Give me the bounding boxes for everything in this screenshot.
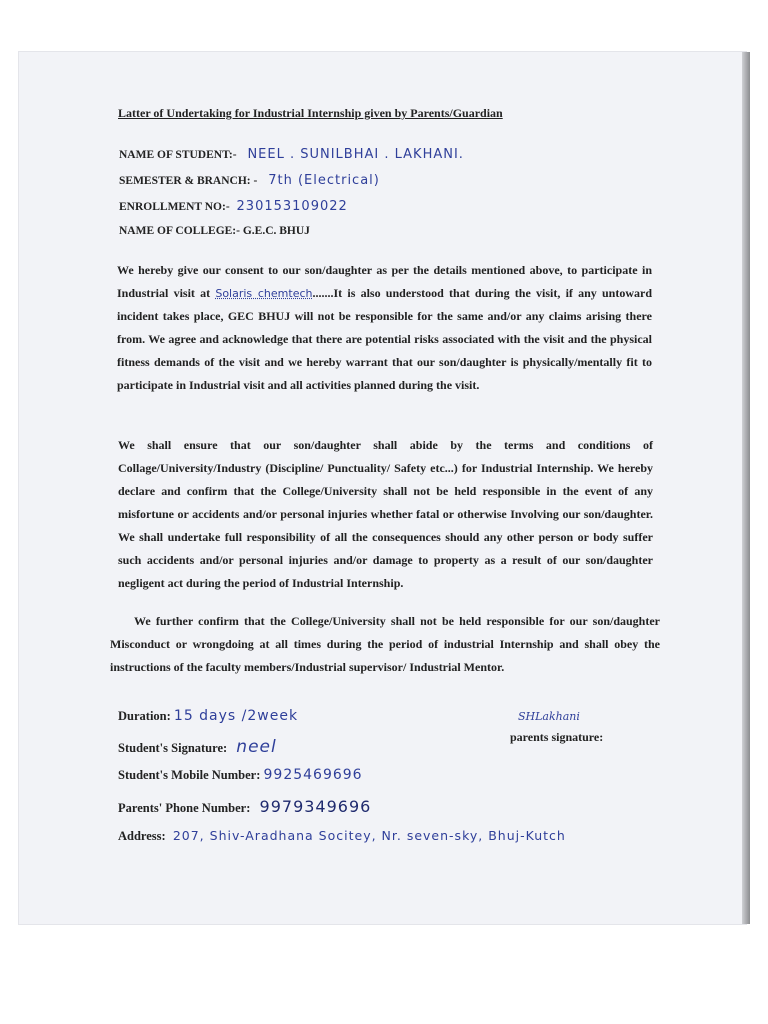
duration-field <box>118 708 298 724</box>
document-title: Latter of Undertaking for Industrial Internship given by Parents/Guardian <box>118 106 503 120</box>
college-field <box>119 225 310 237</box>
student-mobile-label: Student's Mobile Number: <box>118 768 261 782</box>
college-label: NAME OF COLLEGE:- G.E.C. BHUJ <box>119 225 310 237</box>
semester-branch-field <box>119 173 380 188</box>
parents-phone-label: Parents' Phone Number: <box>118 801 251 815</box>
consent-paragraph <box>117 259 652 397</box>
consent-text-after: .......It is also understood that during the visit, if any untoward incident takes place, GEC BHUJ will not be responsible for the same and/or any claims arising there from. We agree and acknowledge that there are potential risks associated with the visit and the physical fitness demands of the visit and we hereby warrant that our son/daughter is physically/mentally fit to participate in Industrial visit and all activities planned during the visit. <box>117 286 653 392</box>
enrollment-value: 230153109022 <box>236 199 348 214</box>
company-name: Solaris chemtech <box>215 287 313 300</box>
address-field <box>118 828 566 844</box>
duration-value: 15 days /2week <box>173 708 299 724</box>
semester-branch-label: SEMESTER & BRANCH: - <box>119 175 258 187</box>
student-signature-label: Student's Signature: <box>118 741 228 755</box>
parents-phone-field <box>118 797 371 816</box>
parents-phone-value: 9979349696 <box>259 797 372 816</box>
confirmation-paragraph: We further confirm that the College/University shall not be held responsible for our son/daughter Misconduct or wrongdoing at all times during the period of industrial Internship and shall obey the instructions of the faculty members/Industrial supervisor/ Industrial Mentor. <box>110 614 660 674</box>
address-value: 207, Shiv-Aradhana Socitey, Nr. seven-sky, Bhuj-Kutch <box>172 828 566 843</box>
student-signature-value: neel <box>236 737 277 757</box>
enrollment-label: ENROLLMENT NO:- <box>119 201 230 213</box>
consent-text-before: We hereby give our consent to our son/daughter as per the details mentioned above, to participate in Industrial visit at <box>117 263 652 300</box>
student-name-value: NEEL . SUNILBHAI . LAKHANI. <box>247 147 464 162</box>
student-signature-field <box>118 737 277 757</box>
student-mobile-field <box>118 767 363 783</box>
terms-paragraph: We shall ensure that our son/daughter shall abide by the terms and conditions of Collage/University/Industry (Discipline/ Punctuality/ Safety etc...) for Industrial Internship. We hereby declare and confirm that the College/University shall not be held responsible in the event of any misfortune or accidents and/or personal injuries whether fatal or otherwise Involving our son/daughter. We shall undertake full responsibility of all the consequences should any other person or body suffer such accidents and/or personal injuries and/or damage to property as a result of our son/daughter negligent act during the period of Industrial Internship. <box>118 438 653 590</box>
student-name-field <box>119 147 464 162</box>
parents-signature-value: SHLakhani <box>518 710 580 723</box>
parents-signature-label: parents signature: <box>510 730 604 744</box>
page-edge-shadow <box>742 52 750 924</box>
duration-label: Duration: <box>118 709 171 723</box>
student-name-label: NAME OF STUDENT:- <box>119 149 237 161</box>
address-label: Address: <box>118 829 166 843</box>
student-mobile-value: 9925469696 <box>263 767 363 783</box>
enrollment-field <box>119 199 348 214</box>
semester-branch-value: 7th (Electrical) <box>268 173 380 188</box>
